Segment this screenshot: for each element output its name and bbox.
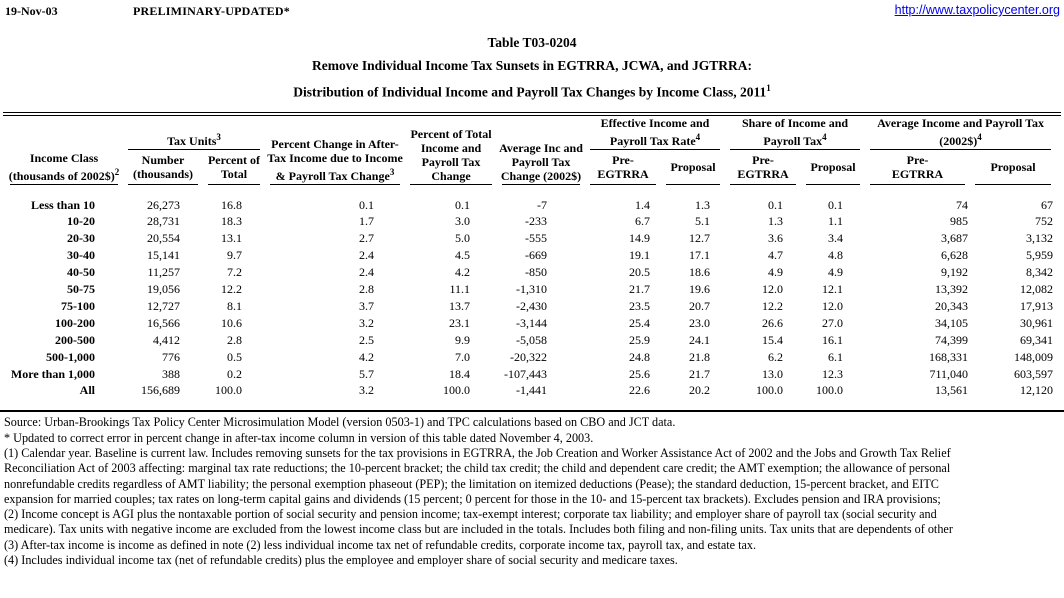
value-cell: 3.4 [828,231,844,246]
value-cell: 12.1 [822,282,844,297]
value-cell: 985 [950,214,969,229]
value-cell: 711,040 [929,366,969,381]
table-row [5,382,1056,399]
value-cell: 28,731 [147,214,180,229]
value-cell: 776 [162,349,180,364]
value-cell: 4,412 [153,332,180,347]
value-cell: 0.1 [828,197,844,212]
table-row [5,281,1056,298]
value-cell: 3,132 [1026,231,1054,246]
value-cell: 5.0 [455,231,470,246]
col-header-percent-of-total [203,150,265,185]
col-header-avg-proposal [970,150,1056,185]
value-cell: 21.7 [629,282,650,297]
value-cell: -20,322 [510,349,547,364]
value-cell: 1.3 [695,197,710,212]
col-header-avg-proposal-text: Proposal [990,160,1036,174]
value-cell: 69,341 [1020,332,1054,347]
value-cell: 15,141 [147,248,180,263]
taxpolicycenter-link[interactable]: http://www.taxpolicycenter.org [894,3,1060,17]
footnote-marker: 4 [695,131,701,142]
value-cell: 26.6 [762,315,783,330]
value-cell: 13.0 [762,366,783,381]
value-cell: 6,628 [941,248,969,263]
value-cell: 18.6 [689,265,710,280]
value-cell: 4.5 [455,248,470,263]
table-header [5,116,1056,185]
value-cell: 9.9 [455,332,470,347]
col-header-number [123,150,203,185]
value-cell: 13.1 [221,231,242,246]
income-class-label: 200-500 [55,332,95,347]
footnote-line: medicare). Tax units with negative income are excluded from the lowest income class but are included in the totals. Includes both filing and non-filing units. Tax units that are dependents of other [4,522,953,537]
value-cell: 3.6 [768,231,783,246]
income-class-label: 10-20 [67,214,95,229]
value-cell: 20.2 [689,383,710,398]
value-cell: 13,392 [935,282,969,297]
group-header-effective-rate [585,116,725,150]
value-cell: 2.5 [359,332,374,347]
footnote-line: (4) Includes individual income tax (net of refundable credits) plus the employee and employer share of social security and medicare taxes. [4,553,678,568]
value-cell: 25.6 [629,366,650,381]
value-cell: 12,120 [1020,383,1054,398]
value-cell: 27.0 [822,315,844,330]
value-cell: -1,310 [516,282,547,297]
value-cell: 168,331 [929,349,969,364]
value-cell: 19.1 [629,248,650,263]
income-class-label: More than 1,000 [10,366,95,381]
group-header-share [725,116,865,150]
value-cell: 2.4 [359,248,374,263]
value-cell: 23.1 [449,315,470,330]
value-cell: 20,554 [147,231,180,246]
value-cell: 100.0 [816,383,844,398]
value-cell: 34,105 [935,315,969,330]
value-cell: 12.2 [221,282,242,297]
value-cell: 5.7 [359,366,374,381]
value-cell: 9,192 [941,265,969,280]
footnote-line: expansion for married couples; tax rates on long-term capital gains and dividends (15 percent; 0 percent for those in the 10- and 15-percent tax brackets). Excludes pension and IRA provisions; [4,491,941,506]
income-class-label: 75-100 [61,298,95,313]
income-class-label: 40-50 [67,265,95,280]
value-cell: 1.4 [635,197,650,212]
value-cell: 4.9 [768,265,783,280]
value-cell: 388 [162,366,180,381]
value-cell: 13,561 [935,383,969,398]
value-cell: 6.2 [768,349,783,364]
col-header-income-class-text: Income Class (thousands of 2002$) [8,150,115,183]
value-cell: 12.7 [689,231,710,246]
footnote-marker: 4 [977,131,982,142]
value-cell: 24.1 [689,332,710,347]
income-class-label: Less than 10 [30,197,95,212]
col-header-effective-proposal [661,150,725,185]
col-header-avg-change: Average Inc and Payroll Tax Change (2002$) [497,116,585,185]
col-header-effective-pre-egtrra-text: Pre-EGTRRA [597,153,649,181]
value-cell: 23.5 [629,298,650,313]
value-cell: -850 [525,265,547,280]
value-cell: 74 [956,197,969,212]
table-row [5,315,1056,332]
subtitle-footnote-marker: 1 [766,83,771,93]
value-cell: 16.8 [221,197,242,212]
value-cell: 12.3 [822,366,844,381]
value-cell: 23.0 [689,315,710,330]
value-cell: 3.2 [359,383,374,398]
value-cell: 0.1 [455,197,470,212]
value-cell: -233 [525,214,547,229]
table-main-title: Remove Individual Income Tax Sunsets in EGTRRA, JCWA, and JGTRRA: [312,58,752,73]
title-block [0,31,1064,104]
col-header-share-pre-egtrra [725,150,801,185]
value-cell: 1.1 [828,214,844,229]
col-header-share-pre-egtrra-text: Pre-EGTRRA [737,153,789,181]
table-subtitle [0,77,1064,104]
table-subtitle-text: Distribution of Individual Income and Payroll Tax Changes by Income Class, 2011 [293,84,767,100]
value-cell: 2.7 [359,231,374,246]
value-cell: 20.5 [629,265,650,280]
group-header-share-text: Share of Income and Payroll Tax [741,115,849,148]
doc-date: 19-Nov-03 [5,4,58,18]
value-cell: 19.6 [689,282,710,297]
income-class-label: 50-75 [67,282,95,297]
value-cell: 148,009 [1014,349,1054,364]
footnote-line: Reconciliation Act of 2003 affecting: marginal tax rate reductions; the 10-percent bracket; the child tax credit; the child and dependent care credit; the AMT exemption; the allowance of personal [4,461,951,476]
value-cell: -5,058 [516,332,547,347]
value-cell: 100.0 [756,383,783,398]
value-cell: 7.0 [455,349,470,364]
value-cell: 67 [1041,197,1054,212]
value-cell: 12,082 [1020,282,1054,297]
group-header-tax-units [123,116,265,150]
value-cell: 752 [1035,214,1054,229]
value-cell: 17.1 [689,248,710,263]
table-number-title: Table T03-0204 [487,35,577,50]
bottom-rule [0,410,1064,412]
value-cell: 26,273 [147,197,180,212]
col-header-avg-pre-egtrra-text: Pre-EGTRRA [891,153,944,181]
value-cell: 2.4 [359,265,374,280]
value-cell: 9.7 [227,248,242,263]
col-header-effective-proposal-text: Proposal [670,160,716,174]
footnote-line: (1) Calendar year. Baseline is current law. Includes removing sunsets for the tax provisions in EGTRRA, the Job Creation and Worker Assistance Act of 2002 and the Jobs and Growth Tax Relief [4,445,951,460]
value-cell: 25.9 [629,332,650,347]
table-row [5,213,1056,230]
table-body [5,185,1056,400]
value-cell: 100.0 [443,383,470,398]
value-cell: -2,430 [516,298,547,313]
value-cell: 18.3 [221,214,242,229]
value-cell: 3,687 [941,231,969,246]
value-cell: 3.7 [359,298,374,313]
footnote-marker: 3 [389,166,395,177]
table-row [5,185,1056,214]
col-header-pct-change-text: Percent Change in After-Tax Income due to Income & Payroll Tax Change [267,136,403,183]
footnote-line: Source: Urban-Brookings Tax Policy Center Microsimulation Model (version 0503-1) and TPC calculations based on CBO and JCT data. [4,415,676,430]
col-header-avg-pre-egtrra [865,150,970,185]
value-cell: 16,566 [147,315,180,330]
value-cell: 20.7 [689,298,710,313]
footnote-line: * Updated to correct error in percent change in after-tax income column in version of this table dated November 4, 2003. [4,430,594,445]
value-cell: 21.8 [689,349,710,364]
table-row [5,366,1056,383]
income-class-label: 20-30 [67,231,95,246]
table-row [5,349,1056,366]
document-header [0,0,1064,22]
table-row [5,332,1056,349]
value-cell: 3.0 [455,214,470,229]
value-cell: 30,961 [1020,315,1054,330]
value-cell: 5,959 [1026,248,1054,263]
income-class-label: 100-200 [55,315,95,330]
footnote-marker: 4 [822,131,827,142]
col-header-pct-total-change: Percent of Total Income and Payroll Tax Change [405,116,497,185]
value-cell: 22.6 [629,383,650,398]
value-cell: 16.1 [822,332,844,347]
value-cell: -3,144 [516,315,547,330]
value-cell: -107,443 [504,366,547,381]
table-row [5,230,1056,247]
value-cell: 603,597 [1014,366,1054,381]
distribution-table [5,116,1056,400]
value-cell: 17,913 [1020,298,1054,313]
value-cell: -555 [525,231,547,246]
value-cell: 24.8 [629,349,650,364]
table-row [5,298,1056,315]
value-cell: 74,399 [935,332,969,347]
col-header-pct-change-after-tax [265,116,405,185]
value-cell: 20,343 [935,298,969,313]
value-cell: 4.9 [828,265,844,280]
table-row [5,247,1056,264]
value-cell: -1,441 [516,383,547,398]
value-cell: 4.8 [828,248,844,263]
value-cell: 12.0 [822,298,844,313]
footnote-marker: 2 [114,166,120,177]
income-class-label: All [79,383,95,398]
value-cell: 8.1 [227,298,242,313]
group-header-avg-tax [865,116,1056,150]
value-cell: 11,257 [147,265,180,280]
value-cell: 0.1 [359,197,374,212]
value-cell: 100.0 [215,383,242,398]
value-cell: 6.1 [828,349,844,364]
col-header-share-proposal-text: Proposal [810,160,856,174]
value-cell: 4.7 [768,248,783,263]
value-cell: 2.8 [359,282,374,297]
table-row [5,264,1056,281]
footnote-line: (2) Income concept is AGI plus the nontaxable portion of social security and pension income; tax-exempt interest; corporate tax liability; and employer share of payroll tax (social security and [4,507,937,522]
value-cell: 4.2 [359,349,374,364]
col-header-percent-of-total-text: Percent of Total [207,153,261,181]
col-header-share-proposal [801,150,865,185]
value-cell: -7 [537,197,547,212]
value-cell: 5.1 [695,214,710,229]
value-cell: 18.4 [449,366,470,381]
value-cell: 0.1 [768,197,783,212]
value-cell: 0.5 [227,349,242,364]
value-cell: 12.2 [762,298,783,313]
income-class-label: 500-1,000 [46,349,95,364]
footnote-marker: 3 [216,131,221,142]
value-cell: 0.2 [227,366,242,381]
value-cell: 1.7 [359,214,374,229]
value-cell: 156,689 [141,383,180,398]
value-cell: 7.2 [227,265,242,280]
value-cell: 12,727 [147,298,180,313]
value-cell: 13.7 [449,298,470,313]
value-cell: 15.4 [762,332,783,347]
value-cell: 11.1 [449,282,470,297]
col-header-number-text: Number (thousands) [132,153,194,181]
value-cell: 4.2 [455,265,470,280]
group-header-effective-rate-text: Effective Income and Payroll Tax Rate [600,115,710,148]
group-header-avg-tax-text: Average Income and Payroll Tax (2002$) [877,115,1044,148]
col-header-income-class [5,116,123,185]
value-cell: 3.2 [359,315,374,330]
col-header-effective-pre-egtrra [585,150,661,185]
value-cell: 8,342 [1026,265,1054,280]
footnotes-block [4,415,1064,568]
value-cell: 12.0 [762,282,783,297]
value-cell: 25.4 [629,315,650,330]
value-cell: 1.3 [768,214,783,229]
value-cell: -669 [525,248,547,263]
footnote-line: (3) After-tax income is income as defined in note (2) less individual income tax net of refundable credits, corporate income tax, payroll tax, and estate tax. [4,537,757,552]
value-cell: 21.7 [689,366,710,381]
group-header-tax-units-text: Tax Units [167,133,217,148]
value-cell: 10.6 [221,315,242,330]
doc-status-label: PRELIMINARY-UPDATED* [133,4,290,18]
income-class-label: 30-40 [67,248,95,263]
value-cell: 14.9 [629,231,650,246]
value-cell: 2.8 [227,332,242,347]
value-cell: 19,056 [147,282,180,297]
footnote-line: nonrefundable credits regardless of AMT liability; the personal exemption phaseout (PEP); the limitation on itemized deductions (Pease); the standard deduction, 15-percent bracket, and EITC [4,476,939,491]
value-cell: 6.7 [635,214,650,229]
